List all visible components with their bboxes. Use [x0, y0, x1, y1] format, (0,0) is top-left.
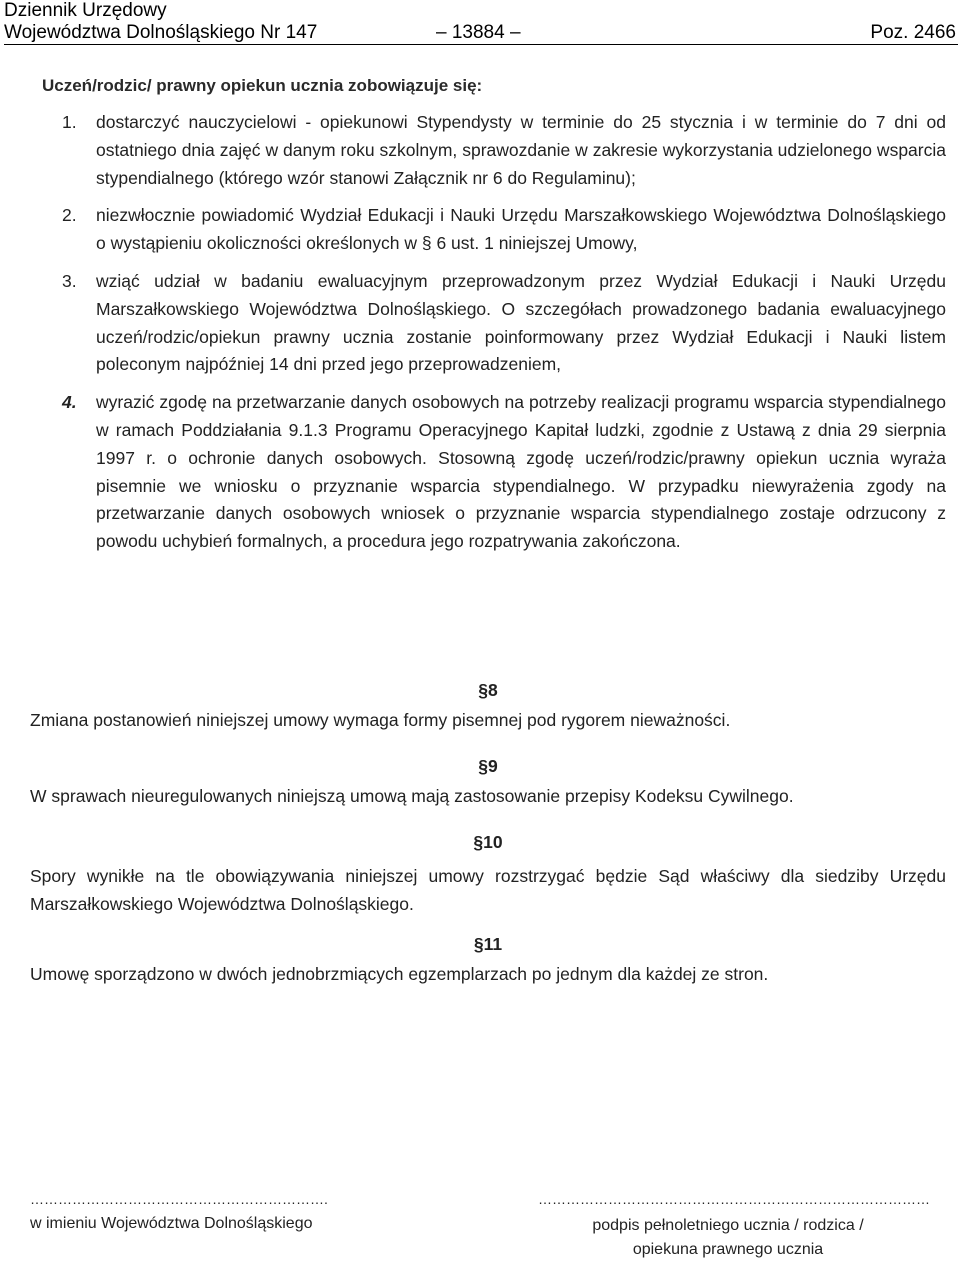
item-text: wziąć udział w badaniu ewaluacyjnym przeprowadzonym przez Wydział Edukacji i Nauki Urzędu Marszałkowskiego Województwa Dolnośląskiego. O szczegółach prowadzonego badania ewaluacyjnego uczeń/rodzic/opiekun prawny ucznia zostanie poinformowany przez Wydział Edukacji i Nauki listem poleconym najpóźniej 14 dni przed jego przeprowadzeniem, [96, 270, 946, 375]
voivodeship-issue: Województwa Dolnośląskiego Nr 147 [4, 22, 318, 43]
list-item [62, 268, 946, 379]
section-text: Zmiana postanowień niniejszej umowy wymaga formy pisemnej pod rygorem nieważności. [30, 710, 731, 730]
section-heading: §8 [478, 680, 498, 700]
section-heading: §9 [478, 756, 498, 776]
signature-caption-line1: podpis pełnoletniego ucznia / rodzica / [592, 1217, 864, 1234]
signature-caption-line2: opiekuna prawnego ucznia [632, 1241, 824, 1258]
obligations-list [62, 109, 946, 566]
section-8 [30, 678, 946, 734]
section-11 [30, 932, 946, 988]
section-text: Umowę sporządzono w dwóch jednobrzmiących egzemplarzach po jednym dla każdej ze stron. [30, 964, 769, 984]
signature-voivodeship [30, 1192, 328, 1234]
journal-title: Dziennik Urzędowy [4, 0, 167, 21]
item-number: 2. [62, 205, 77, 226]
section-text: Spory wynikłe na tle obowiązywania niniejszej umowy rozstrzygać będzie Sąd właściwy dla siedziby Urzędu Marszałkowskiego Województwa Dolnośląskiego. [30, 866, 946, 914]
item-text: niezwłocznie powiadomić Wydział Edukacji i Nauki Urzędu Marszałkowskiego Województwa Dolnośląskiego o wystąpieniu okoliczności określonych w § 6 ust. 1 niniejszej Umowy, [96, 205, 946, 254]
item-text: wyrazić zgodę na przetwarzanie danych osobowych na potrzeby realizacji programu wsparcia stypendialnego w ramach Poddziałania 9.1.3 Programu Operacyjnego Kapitał ludzki, zgodnie z Ustawą z dnia 29 sierpnia 1997 r. o ochronie danych osobowych. Stosowną zgodę uczeń/rodzic/prawny opiekun ucznia wyraża pisemnie we wniosku o przyznanie wsparcia stypendialnego. W przypadku niewyrażenia zgody na przetwarzanie danych osobowych wniosek o przyznanie wsparcia stypendialnego zostaje odrzucony z powodu uchybień formalnych, a procedura jego rozpatrywania zakończona. [96, 392, 946, 552]
signature-caption: w imieniu Województwa Dolnośląskiego [30, 1215, 313, 1232]
item-number: 3. [62, 270, 77, 291]
page-header [4, 0, 958, 45]
position-number: Poz. 2466 [870, 22, 956, 43]
item-number: 4. [62, 392, 77, 413]
section-9 [30, 754, 946, 810]
list-item [62, 389, 946, 556]
item-number: 1. [62, 112, 77, 132]
section-10 [30, 830, 946, 918]
section-text: W sprawach nieuregulowanych niniejszą umową mają zastosowanie przepisy Kodeksu Cywilnego. [30, 786, 794, 806]
signature-caption [538, 1214, 878, 1262]
page-number: – 13884 – [436, 22, 521, 43]
signature-line: ………………………………………………………. [30, 1191, 328, 1207]
list-item [62, 109, 946, 192]
list-item [62, 202, 946, 258]
obligations-intro: Uczeń/rodzic/ prawny opiekun ucznia zobowiązuje się: [42, 76, 483, 95]
signature-student [538, 1192, 930, 1262]
section-heading: §11 [473, 934, 503, 954]
item-text: dostarczyć nauczycielowi - opiekunowi Stypendysty w terminie do 25 stycznia i w terminie do 7 dni od ostatniego dnia zajęć w danym roku szkolnym, sprawozdanie w zakresie wykorzystania udzielonego wsparcia stypendialnego (którego wzór stanowi Załącznik nr 6 do Regulaminu); [96, 112, 946, 188]
signature-line: ………………………………………………………………………… [538, 1191, 930, 1207]
section-heading: §10 [473, 832, 503, 852]
